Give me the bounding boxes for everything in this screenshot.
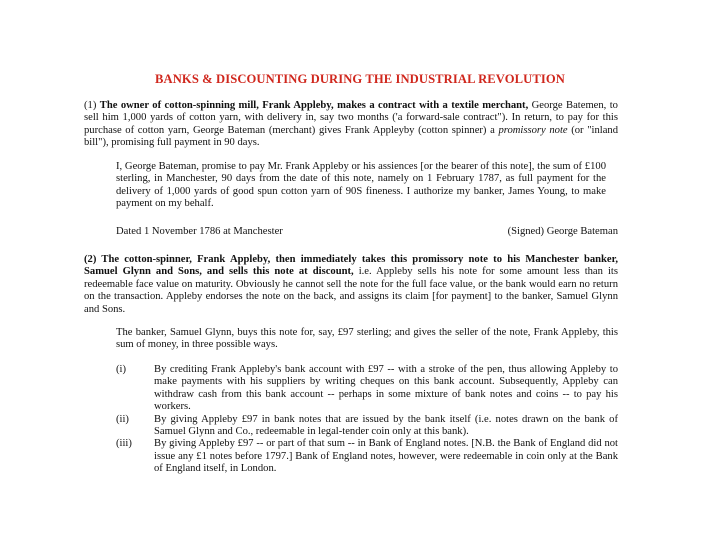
list-item-text: By giving Appleby £97 -- or part of that sum -- in Bank of England notes. [N.B. the Bank of England did not issue any £1 notes before 1797.] Bank of England notes, however, were redeemable in coin only at the Bank of England itself, in London. — [154, 438, 618, 475]
list-item-text: By giving Appleby £97 in bank notes that are issued by the bank itself (i.e. notes drawn on the bank of Samuel Glynn and Co., redeemable in legal-tender coin only at this bank). — [154, 413, 618, 438]
list-item — [116, 364, 618, 414]
paragraph-2-text: i.e. Appleby sells his note for some amount less than its redeemable face value on maturity. Obviously he cannot sell the note for the full face value, or the bank would earn no return on the transaction. Appleby endorses the note on the back, and assigns its claim [for payment] to the banker, Samuel Glynn and Sons. — [84, 266, 618, 315]
note-signed-by: (Signed) George Bateman — [507, 226, 618, 237]
note-date: Dated 1 November 1786 at Manchester — [116, 226, 283, 237]
list-item-number: (iii) — [116, 438, 132, 450]
paragraph-3: The banker, Samuel Glynn, buys this note for, say, £97 sterling; and gives the seller of the note, Frank Appleby, this sum of money, in three possible ways. — [116, 327, 618, 351]
paragraph-1-text-a: George Batemen, to sell him 1,000 yards of cotton yarn, with delivery in, say two months ('a forward-sale contract"). In return, to pay for this purchase of cotton yarn, George Bateman (merchant) gives Frank Appleyby (cotton spinner) a — [84, 100, 618, 136]
list-item-number: (i) — [116, 364, 126, 375]
list-item-number: (ii) — [116, 413, 129, 425]
paragraph-1-lead: The owner of cotton-spinning mill, Frank Appleby, makes a contract with a textile merchant, — [99, 100, 529, 111]
paragraph-1-text-b: (or "inland bill"), promising full payment in 90 days. — [84, 124, 619, 149]
paragraph-1 — [84, 100, 618, 150]
paragraph-2-number: (2) — [84, 254, 97, 265]
list-item — [116, 414, 618, 439]
promissory-note-term: promissory note — [498, 124, 568, 136]
paragraph-2 — [84, 254, 618, 316]
promissory-note-text: I, George Bateman, promise to pay Mr. Frank Appleby or his assiences [or the bearer of this note], the sum of £100 sterling, in Manchester, 90 days from the date of this note, namely on 1 February 1787, as full payment for the delivery of 1,000 yards of good spun cotton yarn of 90S fineness. I authorize my banker, James Young, to make payment on my behalf. — [116, 161, 606, 210]
list-item — [116, 438, 618, 475]
document-title: BANKS & DISCOUNTING DURING THE INDUSTRIAL REVOLUTION — [155, 72, 565, 86]
paragraph-1-number: (1) — [84, 100, 97, 111]
paragraph-2-lead: The cotton-spinner, Frank Appleby, then immediately takes this promissory note to his Manchester banker, Samuel Glynn and Sons, and sells this note at discount, — [84, 254, 618, 278]
payment-options-list — [116, 364, 618, 476]
list-item-text: By crediting Frank Appleby's bank account with £97 -- with a stroke of the pen, thus allowing Appleby to make payments with his suppliers by writing cheques on this bank account. Subsequently, Appleby can withdraw cash from this bank account -- perhaps in some mixture of bank notes and coins -- to pay his workers. — [154, 364, 618, 413]
